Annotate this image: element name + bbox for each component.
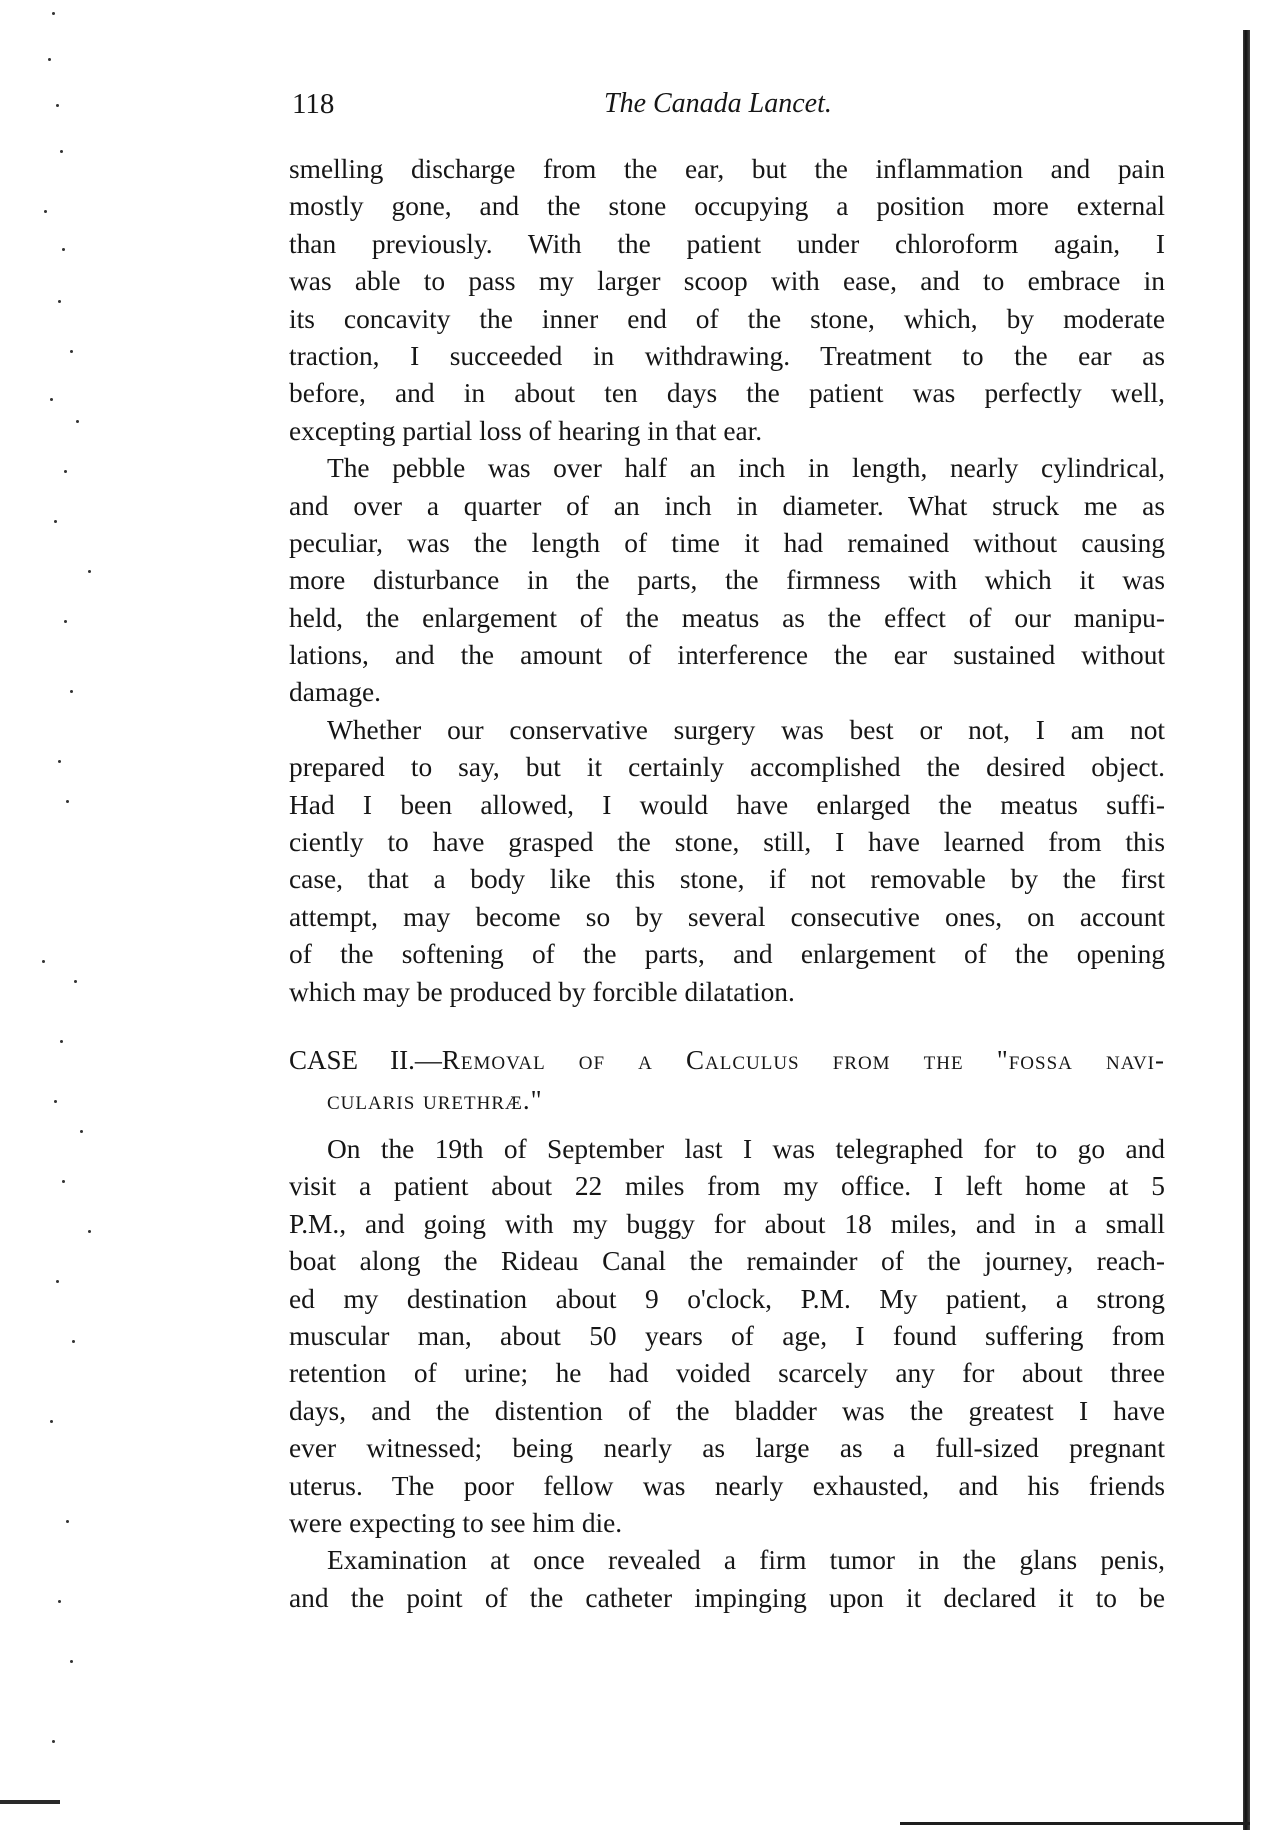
case-text [289,1131,1165,1617]
text-line: traction, I succeeded in withdrawing. Treatment to the ear as [289,340,1165,371]
text-line: than previously. With the patient under chloroform again, I [289,228,1165,259]
text-line: were expecting to see him die. [289,1507,623,1538]
text-line: Had I been allowed, I would have enlarged the meatus suffi- [289,789,1165,820]
text-line: damage. [289,677,382,708]
case-heading [289,1040,1165,1120]
text-line: before, and in about ten days the patient was perfectly well, [289,378,1165,409]
case-title: Removal of a Calculus from the "fossa navi- [441,1045,1166,1075]
case-number: CASE II.— [289,1045,442,1075]
text-line: its concavity the inner end of the stone, which, by moderate [289,303,1165,334]
text-line: ever witnessed; being nearly as large as a full-sized pregnant [289,1433,1165,1464]
text-line: P.M., and going with my buggy for about 18 miles, and in a small [289,1208,1165,1239]
paragraph-first-line: On the 19th of September last I was telegraphed for to go and [327,1134,1165,1164]
bottom-edge-rule [900,1822,1250,1825]
text-line: days, and the distention of the bladder was the greatest I have [289,1395,1165,1426]
text-line: uterus. The poor fellow was nearly exhausted, and his friends [289,1470,1165,1501]
text-line: was able to pass my larger scoop with ease, and to embrace in [289,266,1165,297]
paragraph-first-line: Whether our conservative surgery was best or not, I am not [327,714,1165,745]
text-line: excepting partial loss of hearing in that ear. [289,415,763,446]
text-line: case, that a body like this stone, if not removable by the first [289,864,1165,895]
case-heading-line [289,1040,1165,1080]
text-line: ed my destination about 9 o'clock, P.M. My patient, a strong [289,1283,1165,1314]
text-line: peculiar, was the length of time it had remained without causing [289,527,1165,558]
text-line: visit a patient about 22 miles from my office. I left home at 5 [289,1171,1165,1202]
text-line: and the point of the catheter impinging upon it declared it to be [289,1582,1165,1613]
body-text [289,151,1165,1011]
paragraph-first-line: The pebble was over half an inch in length, nearly cylindrical, [327,453,1165,484]
margin-scan-noise [0,0,120,1839]
text-line: retention of urine; he had voided scarcely any for about three [289,1358,1165,1389]
paragraph-first-line: Examination at once revealed a firm tumor in the glans penis, [327,1545,1165,1576]
text-line: held, the enlargement of the meatus as the effect of our manipu- [289,602,1165,633]
text-line: smelling discharge from the ear, but the inflammation and pain [289,154,1165,184]
text-line: attempt, may become so by several consecutive ones, on account [289,901,1165,932]
binding-edge [1243,30,1250,1830]
scan-mark [0,1800,60,1804]
text-line: mostly gone, and the stone occupying a position more external [289,191,1165,222]
text-line: which may be produced by forcible dilatation. [289,976,795,1007]
text-line: of the softening of the parts, and enlargement of the opening [289,939,1165,970]
text-line: prepared to say, but it certainly accomplished the desired object. [289,752,1165,783]
running-header [292,88,932,128]
page-number: 118 [292,88,335,120]
text-line: and over a quarter of an inch in diameter. What struck me as [289,490,1165,521]
text-line: more disturbance in the parts, the firmness with which it was [289,565,1165,596]
journal-title: The Canada Lancet. [604,88,832,119]
text-line: boat along the Rideau Canal the remainder of the journey, reach- [289,1246,1165,1277]
text-line: ciently to have grasped the stone, still, I have learned from this [289,827,1165,858]
text-line: muscular man, about 50 years of age, I found suffering from [289,1320,1165,1351]
text-line: lations, and the amount of interference the ear sustained without [289,640,1165,671]
case-heading-line: cularis urethræ." [327,1085,543,1115]
